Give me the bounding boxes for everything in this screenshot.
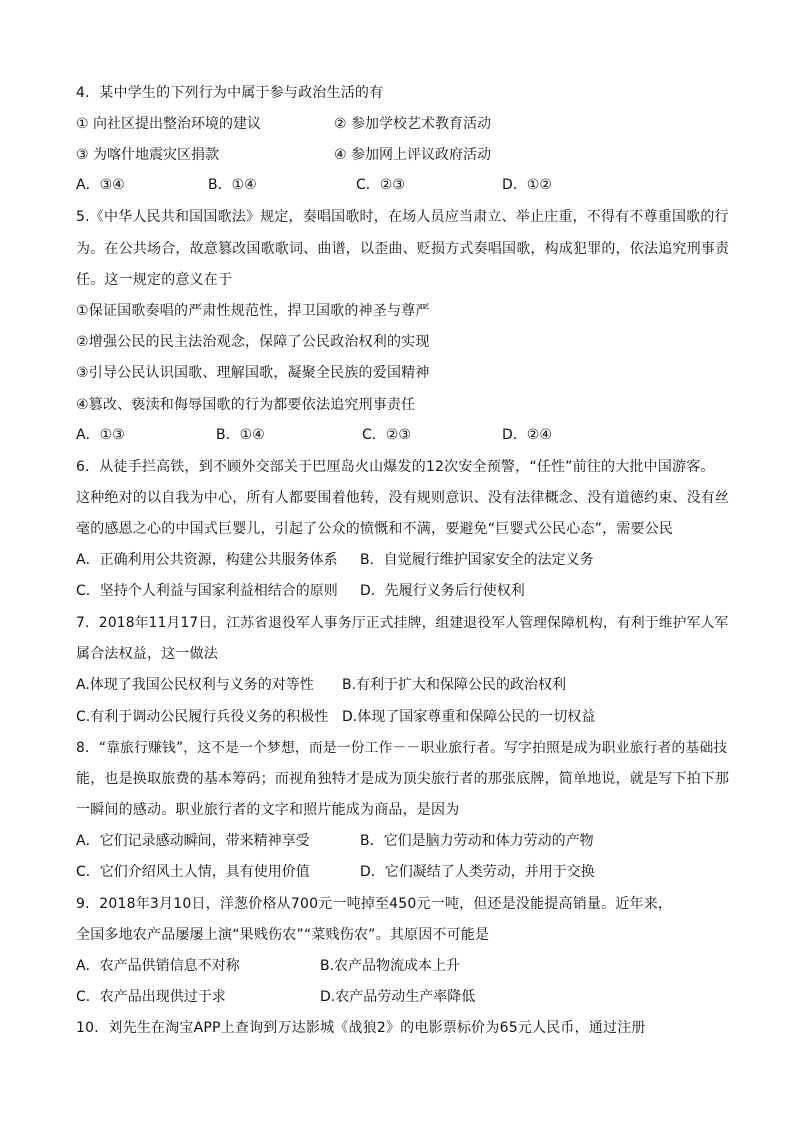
q5-option-d: D．②④	[502, 427, 552, 443]
q6-option-c: C．坚持个人利益与国家利益相结合的原则	[76, 583, 338, 599]
q8-stem-line-1: 8．“靠旅行赚钱”，这不是一个梦想，而是一份工作－－职业旅行者。写字拍照是成为职业旅行者的基础技	[76, 740, 728, 756]
q5-stem-line-3: 任。这一规定的意义在于	[76, 272, 233, 288]
q9-stem-line-1: 9．2018年3月10日，洋葱价格从700元一吨掉至450元一吨，但还是没能提高销量。近年来，	[76, 896, 673, 912]
q5-options	[76, 425, 756, 445]
q5-stem-line-1: 5.《中华人民共和国国歌法》规定，奏唱国歌时，在场人员应当肃立、举止庄重，不得有不尊重国歌的行	[76, 209, 729, 225]
q9-stem-line-2: 全国多地农产品屡屡上演“果贱伤农”“菜贱伤农”。其原因不可能是	[76, 927, 490, 943]
q5-statement-3: ③引导公民认识国歌、理解国歌，凝聚全民族的爱国精神	[76, 365, 430, 381]
q4-option-b: B．①④	[208, 177, 257, 193]
q8-option-d: D．它们凝结了人类劳动，并用于交换	[360, 864, 595, 880]
q9-option-c: C．农产品出现供过于求	[76, 989, 226, 1005]
q5-statement-1: ①保证国歌奏唱的严肃性规范性，捍卫国歌的神圣与尊严	[76, 303, 430, 319]
q8-option-b: B．它们是脑力劳动和体力劳动的产物	[360, 833, 594, 849]
q6-options-row-2	[76, 581, 756, 601]
q7-option-c: C.有利于调动公民履行兵役义务的积极性	[76, 709, 329, 725]
q7-option-a: A.体现了我国公民权利与义务的对等性	[76, 677, 314, 693]
q5-option-a: A．①③	[76, 427, 125, 443]
q5-option-b: B．①④	[216, 427, 265, 443]
q8-option-a: A．它们记录感动瞬间，带来精神享受	[76, 833, 310, 849]
q4-option-c: C．②③	[356, 177, 405, 193]
q5-option-c: C．②③	[362, 427, 411, 443]
q6-option-a: A．正确利用公共资源，构建公共服务体系	[76, 552, 338, 568]
q4-option-d: D．①②	[502, 177, 552, 193]
q7-stem-line-1: 7．2018年11月17日，江苏省退役军人事务厅正式挂牌，组建退役军人管理保障机构，有利于维护军人军	[76, 615, 729, 631]
q8-stem-line-2: 能，也是换取旅费的基本筹码；而视角独特才是成为顶尖旅行者的那张底牌，简单地说，就是写下拍下那	[76, 771, 730, 787]
q7-option-b: B.有利于扩大和保障公民的政治权利	[342, 677, 567, 693]
q4-statement-2: ② 参加学校艺术教育活动	[334, 116, 492, 132]
q9-options-row-2	[76, 987, 756, 1007]
q4-statements-row-1	[76, 114, 756, 134]
q8-options-row-1	[76, 831, 756, 851]
q7-option-d: D.体现了国家尊重和保障公民的一切权益	[342, 709, 596, 725]
q9-option-a: A．农产品供销信息不对称	[76, 958, 240, 974]
q6-stem-line-3: 毫的感恩之心的中国式巨婴儿，引起了公众的愤慨和不满，要避免“巨婴式公民心态”，需要公民	[76, 521, 674, 537]
q4-stem: 4．某中学生的下列行为中属于参与政治生活的有	[76, 85, 384, 101]
q9-option-d: D.农产品劳动生产率降低	[320, 989, 476, 1005]
q7-options-row-2	[76, 707, 756, 727]
q6-options-row-1	[76, 550, 756, 570]
q8-options-row-2	[76, 862, 756, 882]
q7-stem-line-2: 属合法权益，这一做法	[76, 646, 218, 662]
q8-stem-line-3: 一瞬间的感动。职业旅行者的文字和照片能成为商品，是因为	[76, 802, 460, 818]
q6-option-d: D．先履行义务后行使权利	[360, 583, 525, 599]
q4-options	[76, 175, 756, 195]
q5-stem-line-2: 为。在公共场合，故意篡改国歌歌词、曲谱，以歪曲、贬损方式奏唱国歌，构成犯罪的，依法追究刑事责	[76, 241, 730, 257]
q5-statement-2: ②增强公民的民主法治观念，保障了公民政治权利的实现	[76, 334, 430, 350]
q4-statement-3: ③ 为喀什地震灾区捐款	[76, 147, 220, 163]
q10-stem-line-1: 10．刘先生在淘宝APP上查询到万达影城《战狼2》的电影票标价为65元人民币，通过注册	[76, 1020, 646, 1036]
q9-option-b: B.农产品物流成本上升	[320, 958, 461, 974]
q4-statement-4: ④ 参加网上评议政府活动	[334, 147, 492, 163]
q5-statement-4: ④篡改、亵渎和侮辱国歌的行为都要依法追究刑事责任	[76, 397, 416, 413]
q6-stem-line-1: 6．从徒手拦高铁，到不顾外交部关于巴厘岛火山爆发的12次安全预警，“任性”前往的大批中国游客。	[76, 459, 715, 475]
q4-statements-row-2	[76, 145, 756, 165]
q4-option-a: A．③④	[76, 177, 125, 193]
q8-option-c: C．它们介绍风土人情，具有使用价值	[76, 864, 310, 880]
q9-options-row-1	[76, 956, 756, 976]
q7-options-row-1	[76, 675, 756, 695]
q6-option-b: B．自觉履行维护国家安全的法定义务	[360, 552, 594, 568]
q4-statement-1: ① 向社区提出整治环境的建议	[76, 116, 262, 132]
q6-stem-line-2: 这种绝对的以自我为中心，所有人都要围着他转，没有规则意识、没有法律概念、没有道德约束、没有丝	[76, 490, 730, 506]
